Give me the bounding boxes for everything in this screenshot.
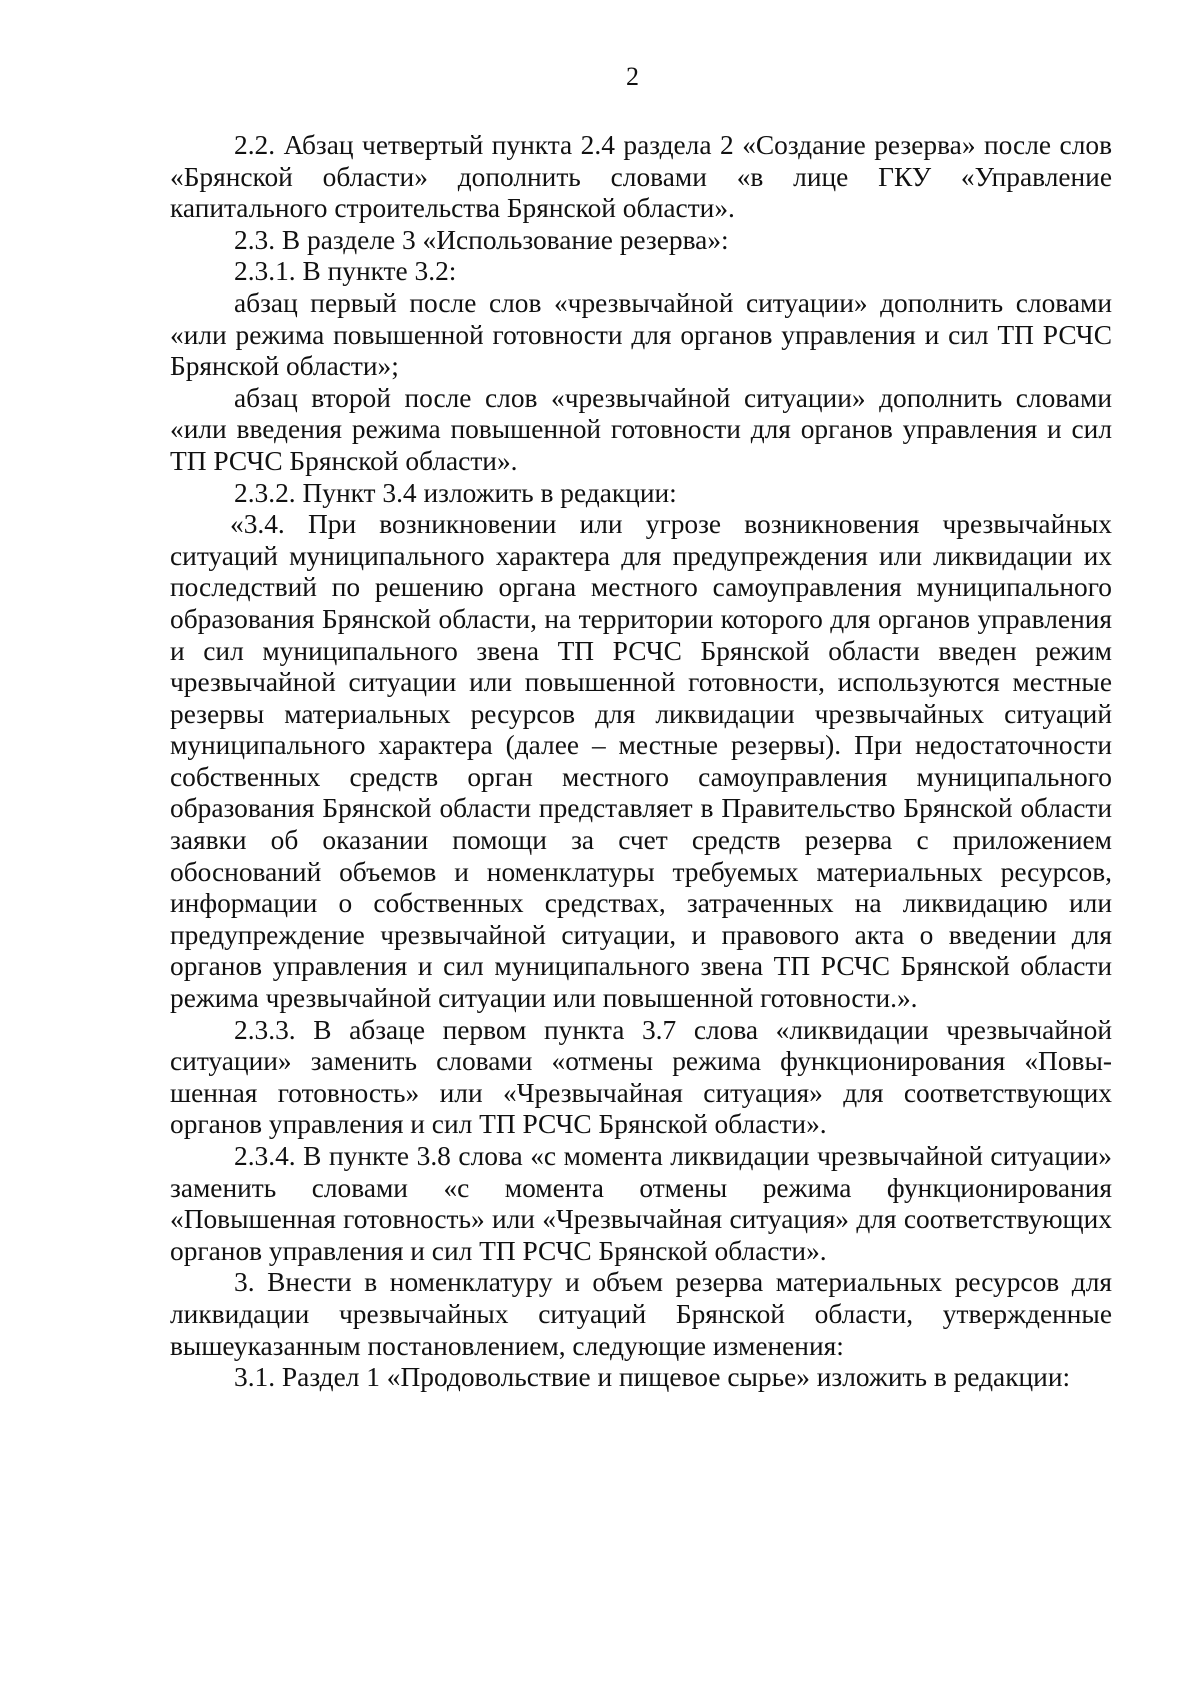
paragraph-2-3: 2.3. В разделе 3 «Использование резерва»:	[234, 224, 729, 255]
paragraph-2-3-1: 2.3.1. В пункте 3.2:	[234, 256, 457, 287]
paragraph-3-1: 3.1. Раздел 1 «Продовольствие и пищевое сырье» изложить в редакции:	[234, 1362, 1071, 1393]
paragraph-2-2: 2.2. Абзац четвертый пункта 2.4 раздела 2 «Создание резерва» после слов «Брянской области» дополнить словами «в лице ГКУ «Управление капитального строительства Брянской области».	[170, 130, 1112, 224]
paragraph-2-3-3: 2.3.3. В абзаце первом пункта 3.7 слова «ликвидации чрезвычайной ситуации» заменить словами «отмены режима функционирования «Повышенная готовность» или «Чрезвычайная ситуация» для соответствующих органов управления и сил ТП РСЧС Брянской области».	[170, 1014, 1112, 1140]
page-number: 2	[626, 62, 639, 91]
paragraph-3: 3. Внести в номенклатуру и объем резерва материальных ресурсов для ликвидации чрезвычайных ситуаций Брянской области, утвержденные вышеуказанным постановлением, следующие изменения:	[170, 1267, 1112, 1361]
document-body	[170, 130, 1112, 1394]
paragraph-2-3-4: 2.3.4. В пункте 3.8 слова «с момента ликвидации чрезвычайной ситуации» заменить словами «с момента отмены режима функционирования «Повышенная готовность» или «Чрезвычайная ситуация» для соответствующих органов управления и сил ТП РСЧС Брянской области».	[170, 1141, 1112, 1266]
paragraph-2-3-2: 2.3.2. Пункт 3.4 изложить в редакции:	[234, 477, 677, 508]
paragraph-second-indent-change: абзац второй после слов «чрезвычайной ситуации» дополнить словами «или введения режима повышенной готовности для органов управления и сил ТП РСЧС Брянской области».	[170, 382, 1112, 476]
paragraph-first-indent-change: абзац первый после слов «чрезвычайной ситуации» дополнить словами «или режима повышенной готовности для органов управления и сил ТП РСЧС Брянской области»;	[170, 287, 1112, 382]
paragraph-3-4-new-text: «3.4. При возникновении или угрозе возникновения чрезвычайных ситуаций муниципального характера для предупреждения или ликвидации их последствий по решению органа местного самоуправления муниципального образования Брянской области, на территории которого для органов управления и сил муниципального звена ТП РСЧС Брянской области введен режим чрезвычайной ситуации или повышенной готовности, используются местные резервы материальных ресурсов для ликвидации чрезвычайных ситуаций муниципального характера (далее – местные резервы). При недостаточности собственных средств орган местного самоуправления муниципального образования Брянской области представляет в Правительство Брянской области заявки об оказании помощи за счет средств резерва с приложением обоснований объемов и номенклатуры требуемых материальных ресурсов, информации о собственных средствах, затраченных на ликвидацию или предупреждение чрезвычайной ситуации, и правового акта о введении для органов управления и сил муниципального звена ТП РСЧС Брянской области режима чрезвычайной ситуации или повышенной готовности.».	[170, 509, 1112, 1014]
